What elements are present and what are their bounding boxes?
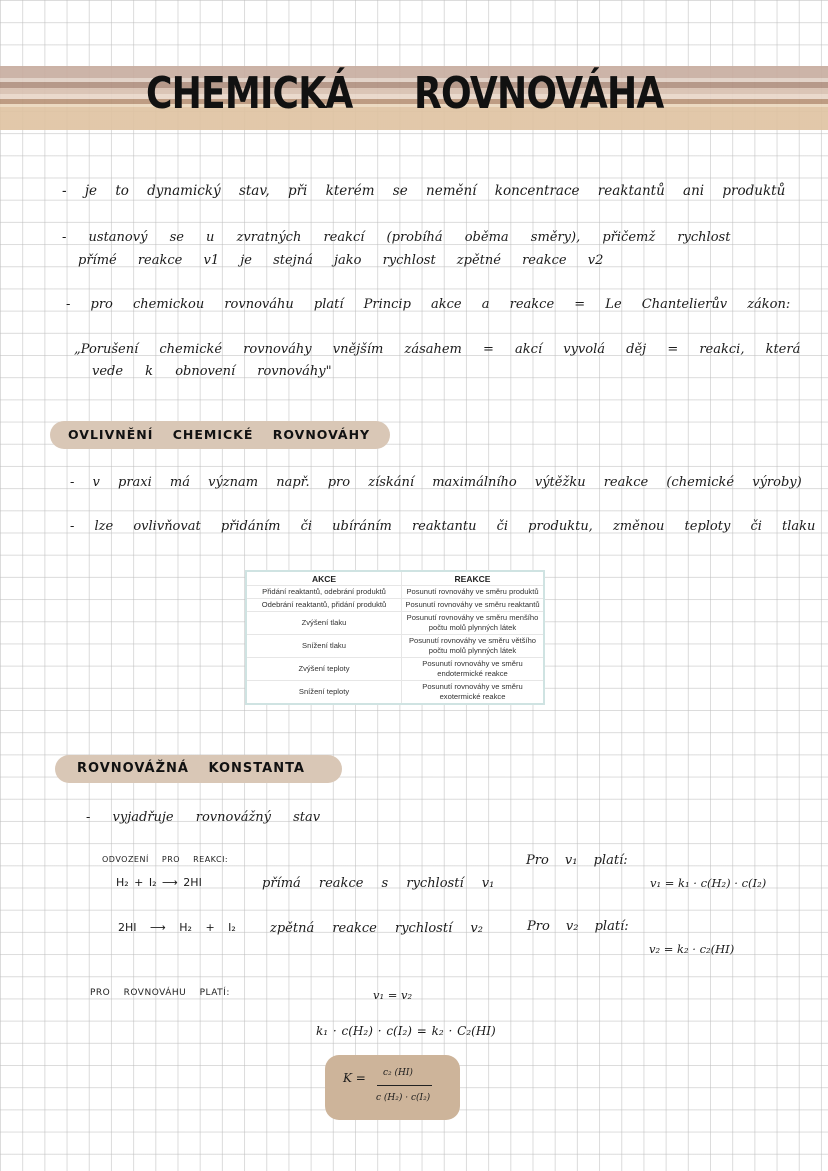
k-denominator: c (H₂) · c(I₂) <box>376 1093 431 1103</box>
v1-label: Pro v₁ platí: <box>526 853 628 868</box>
quote-line-1: „Porušení chemické rovnováhy vnějším zásahem = akcí vyvolá děj = reakci, která <box>74 342 801 357</box>
page-title-word1: CHEMICKÁ <box>146 68 353 119</box>
reaction-forward-desc: přímá reakce s rychlostí v₁ <box>262 876 495 891</box>
akce-reakce-table <box>245 570 545 705</box>
cell-reakce: Posunutí rovnováhy ve směru reaktantů <box>402 599 545 612</box>
equation-v1-equals-v2: v₁ = v₂ <box>373 988 413 1002</box>
reaction-forward: H₂ + I₂ ⟶ 2HI <box>116 876 202 889</box>
table-row <box>246 586 544 599</box>
table-row <box>246 658 544 681</box>
cell-akce: Snížení tlaku <box>246 635 402 658</box>
intro-line-4: - pro chemickou rovnováhu platí Princip akce a reakce = Le Chantelierův zákon: <box>66 297 791 312</box>
table-row <box>246 681 544 705</box>
section2-line: - vyjadřuje rovnovážný stav <box>86 810 321 825</box>
k-label: K = <box>343 1071 366 1085</box>
table-header-row <box>246 571 544 586</box>
cell-reakce: Posunutí rovnováhy ve směru menšího počtu molů plynných látek <box>402 612 545 635</box>
column-header-akce: AKCE <box>246 571 402 586</box>
section1-line-2: - lze ovlivňovat přidáním či ubíráním reaktantu či produktu, změnou teploty či tlaku <box>70 519 816 534</box>
section-heading-rovnovazna-konstanta: ROVNOVÁŽNÁ KONSTANTA <box>55 755 342 783</box>
cell-akce: Zvýšení tlaku <box>246 612 402 635</box>
derivation-label: ODVOZENÍ PRO REAKCI: <box>102 855 229 864</box>
cell-reakce: Posunutí rovnováhy ve směru exotermické reakce <box>402 681 545 705</box>
section-heading-ovlivneni: OVLIVNĚNÍ CHEMICKÉ ROVNOVÁHY <box>50 421 390 449</box>
reaction-reverse: 2HI ⟶ H₂ + I₂ <box>118 921 236 934</box>
k-numerator: c₂ (HI) <box>383 1068 413 1078</box>
table-row <box>246 635 544 658</box>
column-header-reakce: REAKCE <box>402 571 545 586</box>
intro-line-3: přímé reakce v1 je stejná jako rychlost zpětné reakce v2 <box>78 253 604 268</box>
intro-line-2: - ustanový se u zvratných reakcí (probíhá oběma směry), přičemž rychlost <box>62 230 731 245</box>
quote-line-2: vede k obnovení rovnováhy" <box>92 364 332 379</box>
intro-line-1: - je to dynamický stav, při kterém se nemění koncentrace reaktantů ani produktů <box>62 183 786 199</box>
equilibrium-label: PRO ROVNOVÁHU PLATÍ: <box>90 988 230 998</box>
v2-formula: v₂ = k₂ · c₂(HI) <box>649 942 735 956</box>
section1-line-1: - v praxi má význam např. pro získání maximálního výtěžku reakce (chemické výroby) <box>70 475 802 490</box>
page-title-word2: ROVNOVÁHA <box>414 68 664 119</box>
table-row <box>246 612 544 635</box>
cell-akce: Přidání reaktantů, odebrání produktů <box>246 586 402 599</box>
cell-reakce: Posunutí rovnováhy ve směru produktů <box>402 586 545 599</box>
cell-akce: Odebrání reaktantů, přidání produktů <box>246 599 402 612</box>
cell-reakce: Posunutí rovnováhy ve směru většího počtu molů plynných látek <box>402 635 545 658</box>
equilibrium-constant-box <box>325 1055 460 1120</box>
cell-akce: Zvýšení teploty <box>246 658 402 681</box>
v1-formula: v₁ = k₁ · c(H₂) · c(I₂) <box>650 876 767 890</box>
equation-rate-constants: k₁ · c(H₂) · c(I₂) = k₂ · C₂(HI) <box>316 1024 496 1038</box>
cell-akce: Snížení teploty <box>246 681 402 705</box>
cell-reakce: Posunutí rovnováhy ve směru endotermické reakce <box>402 658 545 681</box>
table-row <box>246 599 544 612</box>
v2-label: Pro v₂ platí: <box>527 919 629 934</box>
fraction-bar <box>377 1085 432 1086</box>
reaction-reverse-desc: zpětná reakce rychlostí v₂ <box>270 921 483 936</box>
